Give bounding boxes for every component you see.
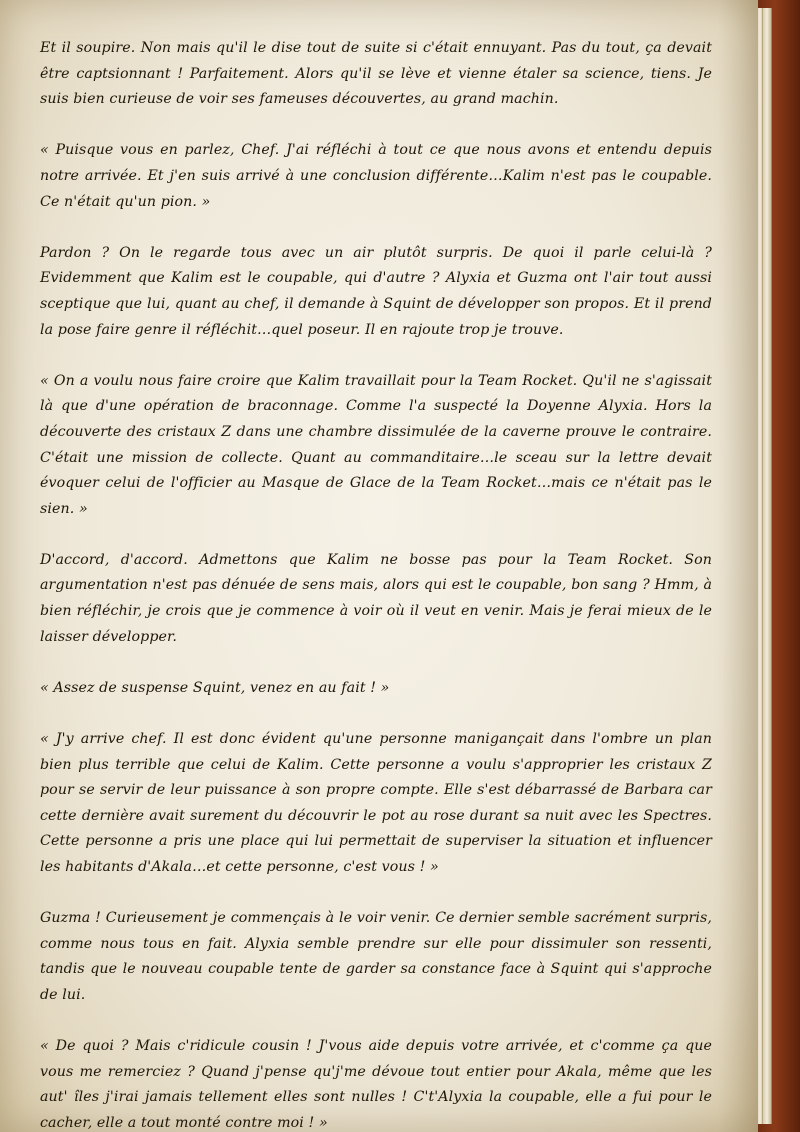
paragraph: « De quoi ? Mais c'ridicule cousin ! J'vous aide depuis votre arrivée, et c'comme ça que vous me remerciez ? Quand j'pense qu'j'me dévoue tout entier pour Akala, même que les aut' îles j'irai jamais tellement elles sont nulles ! C't'Alyxia la coupable, elle a fui pour le cacher, elle a tout monté contre moi ! » [40, 1038, 712, 1131]
paragraph: Pardon ? On le regarde tous avec un air plutôt surpris. De quoi il parle celui-là ? Evidemment que Kalim est le coupable, qui d'autre ? Alyxia et Guzma ont l'air tout aussi sceptique que lui, quant au chef, il demande à Squint de développer son propos. Et il prend la pose faire genre il réfléchit…quel poseur. Il en rajoute trop je trouve. [40, 244, 712, 338]
story-text [40, 36, 712, 1132]
paragraph: « Puisque vous en parlez, Chef. J'ai réfléchi à tout ce que nous avons et entendu depuis notre arrivée. Et j'en suis arrivé à une conclusion différente…Kalim n'est pas le coupable. Ce n'était qu'un pion. » [40, 142, 712, 210]
paragraph: D'accord, d'accord. Admettons que Kalim ne bosse pas pour la Team Rocket. Son argumentation n'est pas dénuée de sens mais, alors qui est le coupable, bon sang ? Hmm, à bien réfléchir, je crois que je commence à voir où il veut en venir. Mais je ferai mieux de le laisser développer. [40, 551, 712, 645]
paragraph: « On a voulu nous faire croire que Kalim travaillait pour la Team Rocket. Qu'il ne s'agissait là que d'une opération de braconnage. Comme l'a suspecté la Doyenne Alyxia. Hors la découverte des cristaux Z dans une chambre dissimulée de la caverne prouve le contraire. C'était une mission de collecte. Quant au commanditaire…le sceau sur la lettre devait évoquer celui de l'officier au Masque de Glace de la Team Rocket…mais ce n'était pas le sien. » [40, 372, 712, 517]
paragraph: « Assez de suspense Squint, venez en au fait ! » [40, 679, 390, 696]
paragraph: Et il soupire. Non mais qu'il le dise tout de suite si c'était ennuyant. Pas du tout, ça devait être captsionnant ! Parfaitement. Alors qu'il se lève et vienne étaler sa science, tiens. Je suis bien curieuse de voir ses fameuses découvertes, au grand machin. [40, 40, 712, 108]
paragraph: Guzma ! Curieusement je commençais à le voir venir. Ce dernier semble sacrément surpris, comme nous tous en fait. Alyxia semble prendre sur elle pour dissimuler son ressenti, tandis que le nouveau coupable tente de garder sa constance face à Squint qui s'approche de lui. [40, 910, 712, 1003]
paragraph: « J'y arrive chef. Il est donc évident qu'une personne manigançait dans l'ombre un plan bien plus terrible que celui de Kalim. Cette personne a voulu s'approprier les cristaux Z pour se servir de leur puissance à son propre compte. Elle s'est débarrassé de Barbara car cette dernière avait surement du découvrir le pot au rose durant sa nuit avec les Spectres. Cette personne a pris une place qui lui permettait de superviser la situation et influencer les habitants d'Akala…et cette personne, c'est vous ! » [40, 731, 712, 875]
